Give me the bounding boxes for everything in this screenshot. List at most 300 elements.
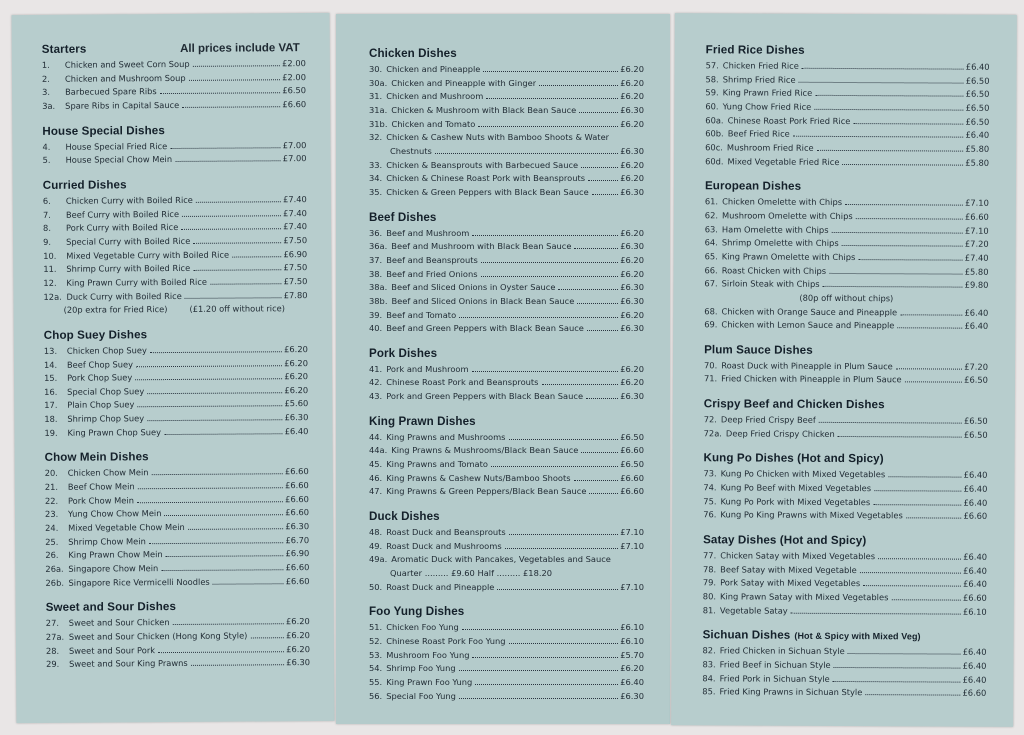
menu-item [706, 59, 990, 74]
section-title-text: Kung Po Dishes (Hot and Spicy) [703, 451, 884, 466]
dot-leader [799, 81, 964, 83]
item-name: Pork Chop Suey [67, 372, 133, 383]
section-header [43, 177, 307, 195]
item-number: 41. [369, 363, 383, 374]
item-price: £6.20 [620, 64, 644, 74]
item-price: £6.60 [285, 480, 309, 491]
item-name: Shrimp Fried Rice [722, 74, 796, 85]
item-price: £6.50 [965, 75, 990, 86]
menu-section-pork-dishes [369, 347, 644, 404]
menu-item [702, 658, 986, 673]
item-price: £6.90 [283, 248, 308, 259]
item-number: 8. [42, 223, 51, 234]
item-number: 63. [704, 223, 718, 234]
item-price: £6.60 [965, 211, 989, 222]
section-title [704, 452, 884, 466]
item-number: 21. [44, 481, 59, 492]
item-number: 25. [45, 536, 59, 547]
item-price: £6.20 [284, 343, 308, 355]
item-number: 19. [44, 427, 58, 438]
item-price: £6.40 [963, 470, 988, 481]
dot-leader [539, 85, 618, 86]
item-name: Pork and Green Peppers with Black Bean Sauce [386, 391, 584, 402]
dot-leader [173, 624, 284, 626]
dot-leader [149, 542, 284, 544]
item-price: £7.50 [283, 234, 308, 246]
vat-note: All prices include VAT [180, 42, 300, 55]
section-title-text: Crispy Beef and Chicken Dishes [703, 397, 885, 412]
item-number: 32. [369, 132, 383, 143]
item-name: Fried Chicken with Pineapple in Plum Sauce [721, 373, 902, 385]
item-number: 60a. [705, 114, 724, 125]
dot-leader [873, 504, 961, 505]
menu-item [703, 563, 987, 578]
item-name: Chicken Chow Mein [67, 467, 149, 479]
menu-item [702, 672, 986, 687]
menu-item [702, 645, 986, 660]
item-price: £6.20 [620, 377, 644, 388]
dot-leader [472, 657, 618, 658]
item-number: 51. [369, 622, 383, 633]
item-number: 85. [702, 686, 716, 697]
menu-panel-right [671, 13, 1017, 727]
section-header [704, 397, 988, 414]
item-number: 26a. [45, 563, 64, 574]
menu-item [369, 472, 644, 486]
dot-leader [815, 95, 963, 97]
item-name: Ham Omelette with Chips [721, 223, 829, 235]
menu-item [369, 254, 644, 268]
item-price: £6.60 [963, 592, 987, 603]
section-header [44, 327, 308, 345]
item-number: 83. [702, 659, 716, 670]
item-number: 17. [44, 400, 58, 411]
menu-section-sichuan-dishes [702, 629, 986, 701]
section-header [703, 452, 987, 469]
item-name: Beef Satay with Mixed Vegetable [720, 564, 857, 575]
item-number: 38. [369, 268, 383, 279]
menu-item [369, 77, 644, 91]
item-number: 48. [369, 527, 383, 538]
item-number: 36. [369, 227, 383, 238]
dot-leader [802, 68, 964, 70]
dot-leader [905, 382, 963, 383]
item-price: £7.80 [283, 289, 308, 300]
dot-leader [574, 480, 619, 481]
item-price: £7.10 [964, 225, 989, 236]
dot-leader [579, 112, 618, 113]
section-header [369, 347, 644, 363]
menu-item [704, 305, 988, 320]
item-price: £6.30 [620, 295, 644, 306]
dot-leader [136, 365, 282, 367]
item-number: 76. [703, 509, 717, 520]
item-number: 54. [369, 663, 383, 674]
section-title [42, 124, 165, 138]
item-number: 53. [369, 649, 383, 660]
item-number: 31b. [369, 118, 388, 129]
section-header [369, 415, 644, 431]
dot-leader [191, 665, 285, 667]
section-header [369, 47, 644, 63]
dot-leader [829, 272, 963, 274]
dot-leader [481, 276, 619, 277]
dot-leader [845, 204, 963, 206]
item-number: 26b. [45, 577, 64, 588]
item-price: £6.60 [620, 472, 644, 483]
dot-leader [147, 392, 282, 394]
section-header [703, 533, 987, 550]
section-note: (£1.20 off without rice) [189, 303, 286, 315]
item-price: £6.60 [285, 562, 310, 573]
item-name: Mixed Vegetable Curry with Boiled Rice [66, 249, 230, 261]
item-number: 64. [704, 237, 718, 248]
item-name: Shrimp Foo Yung [386, 663, 456, 674]
item-price: £6.60 [285, 493, 309, 504]
item-number: 69. [704, 319, 718, 330]
item-number: 46. [369, 472, 383, 483]
item-price: £9.80 [964, 279, 989, 290]
item-number: 40. [369, 323, 383, 334]
item-price: £6.40 [962, 660, 987, 671]
item-name: Shrimp Curry with Boiled Rice [66, 263, 191, 274]
item-name: Chicken and Sweet Corn Soup [64, 58, 190, 70]
item-number: 12. [43, 277, 57, 288]
menu-item [369, 322, 644, 336]
section-title-text: Chow Mein Dishes [44, 450, 149, 465]
menu-item [369, 227, 644, 241]
section-title [705, 180, 801, 194]
item-name: Roast Duck and Beansprouts [386, 527, 506, 538]
item-number: 5. [42, 155, 51, 166]
menu-item [705, 114, 989, 129]
item-price: £6.60 [285, 507, 310, 518]
item-name: King Prawn Curry with Boiled Rice [66, 276, 208, 288]
item-price: £6.20 [284, 384, 309, 396]
menu-item [705, 236, 989, 251]
item-name: House Special Fried Rice [65, 140, 168, 152]
item-name: Spare Ribs in Capital Sauce [65, 99, 180, 111]
section-title [46, 600, 176, 614]
menu-item [704, 318, 988, 333]
item-number: 30. [369, 64, 383, 74]
item-number: 3. [42, 87, 51, 98]
item-number: 68. [704, 305, 718, 316]
item-name: Shrimp Chow Mein [68, 535, 146, 547]
item-name-continued: Chestnuts [390, 145, 432, 156]
item-number: 37. [369, 254, 383, 265]
item-number: 79. [702, 577, 717, 588]
menu-panel-middle [336, 14, 670, 724]
item-number: 58. [705, 73, 719, 84]
section-title-text: Starters [41, 42, 87, 56]
menu-item [369, 118, 644, 132]
menu-section-sweet-and-sour-dishes [46, 599, 310, 671]
item-name: Roast Chicken with Chips [721, 264, 827, 276]
menu-item [705, 87, 989, 102]
menu-item [369, 390, 644, 404]
item-name: Chicken and Tomato [391, 118, 476, 129]
section-title-text: Sichuan Dishes [702, 628, 791, 643]
item-name: Kung Po Pork with Mixed Vegetables [720, 496, 871, 507]
item-number: 28. [45, 645, 60, 656]
dot-leader [588, 180, 618, 181]
item-name: Sweet and Sour Pork [68, 644, 156, 656]
dot-leader [814, 109, 963, 111]
item-price: £6.30 [620, 241, 644, 252]
dot-leader [161, 569, 283, 571]
item-number: 16. [44, 386, 58, 397]
item-price: £6.30 [620, 690, 644, 701]
item-number: 42. [369, 377, 383, 388]
item-price: £7.10 [620, 527, 644, 538]
dot-leader [896, 368, 962, 369]
item-price: £6.30 [286, 657, 311, 668]
item-name: Chinese Roast Pork Foo Yung [386, 636, 506, 646]
dot-leader [589, 493, 618, 494]
item-number: 62. [704, 210, 719, 221]
item-number: 30a. [369, 77, 388, 88]
item-number: 24. [45, 522, 59, 533]
menu-section-chow-mein-dishes [45, 449, 310, 590]
item-number: 9. [43, 236, 52, 247]
item-price: £2.00 [282, 71, 307, 82]
menu-item [44, 425, 308, 440]
menu-section-satay-dishes-hot-and-spicy [703, 533, 987, 619]
item-name-continued: Quarter ......... £9.60 Half ......... £18.20 [390, 568, 553, 579]
item-price: £6.50 [620, 459, 644, 470]
menu-item [705, 155, 989, 170]
item-name: Deep Fried Crispy Chicken [725, 428, 835, 439]
dot-leader [472, 235, 618, 236]
section-title [704, 397, 885, 411]
item-name: Singapore Chow Mein [68, 563, 159, 574]
item-name: Fried Pork in Sichuan Style [719, 673, 830, 684]
dot-leader [486, 98, 618, 99]
menu-item [705, 128, 989, 143]
item-price: £5.80 [965, 157, 990, 168]
section-header [705, 180, 989, 197]
item-price: £6.30 [284, 412, 309, 423]
menu-item [369, 104, 644, 118]
item-name: King Prawns & Green Peppers/Black Bean Sauce [386, 486, 587, 497]
menu-item [705, 209, 989, 224]
item-name: Pork and Mushroom [386, 363, 469, 374]
item-name: Chicken and Mushroom [386, 91, 484, 102]
item-price: £6.30 [620, 186, 644, 197]
section-title-text: Fried Rice Dishes [705, 43, 805, 57]
section-title [369, 347, 437, 360]
item-price: £6.50 [964, 375, 988, 386]
menu-item [369, 485, 644, 499]
item-price: £7.10 [620, 581, 644, 592]
item-name: Fried King Prawns in Sichuan Style [719, 686, 863, 698]
item-name: Duck Curry with Boiled Rice [66, 290, 182, 302]
item-price: £6.30 [620, 282, 644, 293]
item-name: Chicken Curry with Boiled Rice [65, 194, 193, 206]
dot-leader [193, 242, 281, 244]
item-number: 39. [369, 309, 383, 320]
item-number: 35. [369, 186, 383, 197]
item-number: 2. [41, 73, 50, 84]
item-name: Mushroom Foo Yung [386, 649, 470, 660]
section-title-text: Duck Dishes [369, 510, 440, 524]
item-name: Mushroom Omelette with Chips [721, 210, 853, 221]
dot-leader [138, 487, 283, 489]
item-name: Chicken & Mushroom with Black Bean Sauce [391, 104, 577, 115]
dot-leader [175, 161, 281, 163]
menu-item [369, 444, 644, 458]
item-price: £6.20 [620, 227, 644, 238]
menu-item [703, 509, 987, 524]
menu-item [369, 281, 644, 295]
item-number: 61. [704, 196, 719, 207]
item-number: 29. [46, 659, 60, 670]
dot-leader [210, 283, 282, 285]
dot-leader [542, 384, 619, 385]
dot-leader [459, 670, 619, 671]
item-price: £6.20 [620, 363, 644, 374]
section-title [369, 415, 476, 428]
item-price: £6.40 [963, 497, 988, 508]
section-title [45, 451, 149, 465]
item-number: 49a. [369, 554, 388, 565]
item-number: 78. [702, 563, 717, 575]
item-price: £6.40 [284, 425, 309, 437]
menu-item-continued [369, 145, 644, 159]
item-price: £7.20 [964, 361, 989, 372]
item-name: King Prawn Chow Mein [68, 549, 163, 561]
item-name: Beef and Sliced Onions in Black Bean Sauce [391, 295, 575, 306]
menu-item [46, 656, 310, 671]
item-number: 1. [41, 59, 50, 70]
item-name: Pork Satay with Mixed Vegetables [720, 577, 861, 589]
dot-leader [832, 231, 963, 233]
item-price: £7.50 [283, 262, 308, 273]
item-number: 56. [369, 690, 383, 701]
item-price: £6.20 [285, 616, 310, 627]
item-name: King Prawn Fried Rice [722, 87, 813, 99]
dot-leader [874, 490, 961, 491]
menu-item [369, 295, 644, 309]
dot-leader [189, 79, 281, 81]
item-number: 12a. [43, 291, 62, 302]
item-name: Barbecued Spare Ribs [65, 86, 157, 98]
dot-leader [577, 303, 618, 304]
menu-item [704, 359, 988, 374]
menu-item [703, 604, 987, 619]
item-name: Special Foo Yung [386, 690, 456, 701]
item-name: Sweet and Sour Chicken (Hong Kong Style) [68, 630, 248, 642]
item-price: £6.20 [620, 268, 644, 279]
section-title-text: Chop Suey Dishes [43, 328, 148, 342]
item-price: £5.60 [284, 398, 309, 409]
menu-item [702, 686, 986, 701]
dot-leader [581, 167, 618, 168]
menu-item [369, 581, 644, 595]
item-name: Beef and Beansprouts [386, 254, 478, 265]
section-header [369, 510, 644, 526]
item-number: 49. [369, 540, 383, 551]
menu-item [703, 495, 987, 510]
dot-leader [135, 378, 282, 380]
dot-leader [878, 558, 961, 559]
dot-leader [435, 153, 618, 154]
section-title [703, 629, 921, 643]
section-title [369, 211, 436, 224]
item-name: Aromatic Duck with Pancakes, Vegetables and Sauce [391, 554, 611, 565]
item-price: £6.50 [963, 429, 988, 440]
item-price: £6.30 [620, 145, 644, 156]
item-number: 55. [369, 676, 383, 687]
item-number: 67. [704, 278, 718, 289]
item-price: £6.60 [620, 486, 644, 497]
item-name: Beef Chop Suey [66, 358, 134, 370]
dot-leader [193, 269, 281, 271]
dot-leader [193, 65, 281, 67]
section-title [42, 43, 87, 56]
dot-leader [509, 534, 619, 535]
item-price: £7.10 [965, 197, 989, 209]
item-price: £6.60 [963, 511, 988, 522]
dot-leader [164, 433, 283, 435]
item-price: £5.80 [964, 266, 989, 277]
item-name: King Prawn Chop Suey [67, 426, 161, 438]
item-number: 22. [44, 495, 59, 506]
item-name: Roast Duck with Pineapple in Plum Sauce [721, 360, 893, 372]
item-name: Sweet and Sour Chicken [68, 617, 170, 629]
item-price: £6.20 [620, 309, 644, 320]
section-title [703, 533, 866, 547]
item-name: Singapore Rice Vermicelli Noodles [68, 576, 210, 588]
item-price: £6.40 [963, 579, 987, 590]
dot-leader [196, 201, 281, 203]
item-price: £6.30 [620, 391, 644, 402]
dot-leader [819, 422, 962, 424]
menu-item [705, 196, 989, 211]
item-name: Shrimp Chop Suey [67, 413, 145, 424]
dot-leader [900, 314, 962, 315]
item-name: Roast Duck and Mushrooms [386, 540, 502, 551]
item-price: £6.30 [620, 104, 644, 115]
dot-leader [185, 297, 282, 299]
item-price: £6.50 [282, 85, 307, 96]
menu-item [369, 376, 644, 390]
item-price: £6.10 [962, 606, 987, 617]
item-number: 60d. [705, 155, 724, 166]
item-name: Chicken Foo Yung [386, 622, 459, 633]
item-name: Chicken with Lemon Sauce and Pineapple [721, 319, 895, 331]
dot-leader [213, 583, 284, 584]
item-name: Beef and Mushroom [386, 227, 470, 238]
item-name: Beef and Sliced Onions in Oyster Sauce [391, 282, 556, 293]
menu-item [703, 590, 987, 605]
item-number: 60. [705, 101, 719, 112]
dot-leader [509, 439, 619, 440]
item-number: 44a. [369, 445, 388, 456]
item-number: 13. [43, 345, 58, 356]
item-name: King Prawns & Mushrooms/Black Bean Sauce [391, 445, 579, 456]
menu-item [369, 172, 644, 186]
item-name: Chicken & Cashew Nuts with Bamboo Shoots & Water [386, 132, 610, 143]
section-title-text: Plum Sauce Dishes [704, 343, 813, 357]
item-number: 31a. [369, 104, 388, 115]
item-number: 33. [369, 159, 383, 170]
dot-leader [856, 218, 963, 220]
item-price: £6.40 [962, 674, 987, 685]
dot-leader [865, 694, 960, 695]
item-number: 60c. [705, 142, 723, 153]
